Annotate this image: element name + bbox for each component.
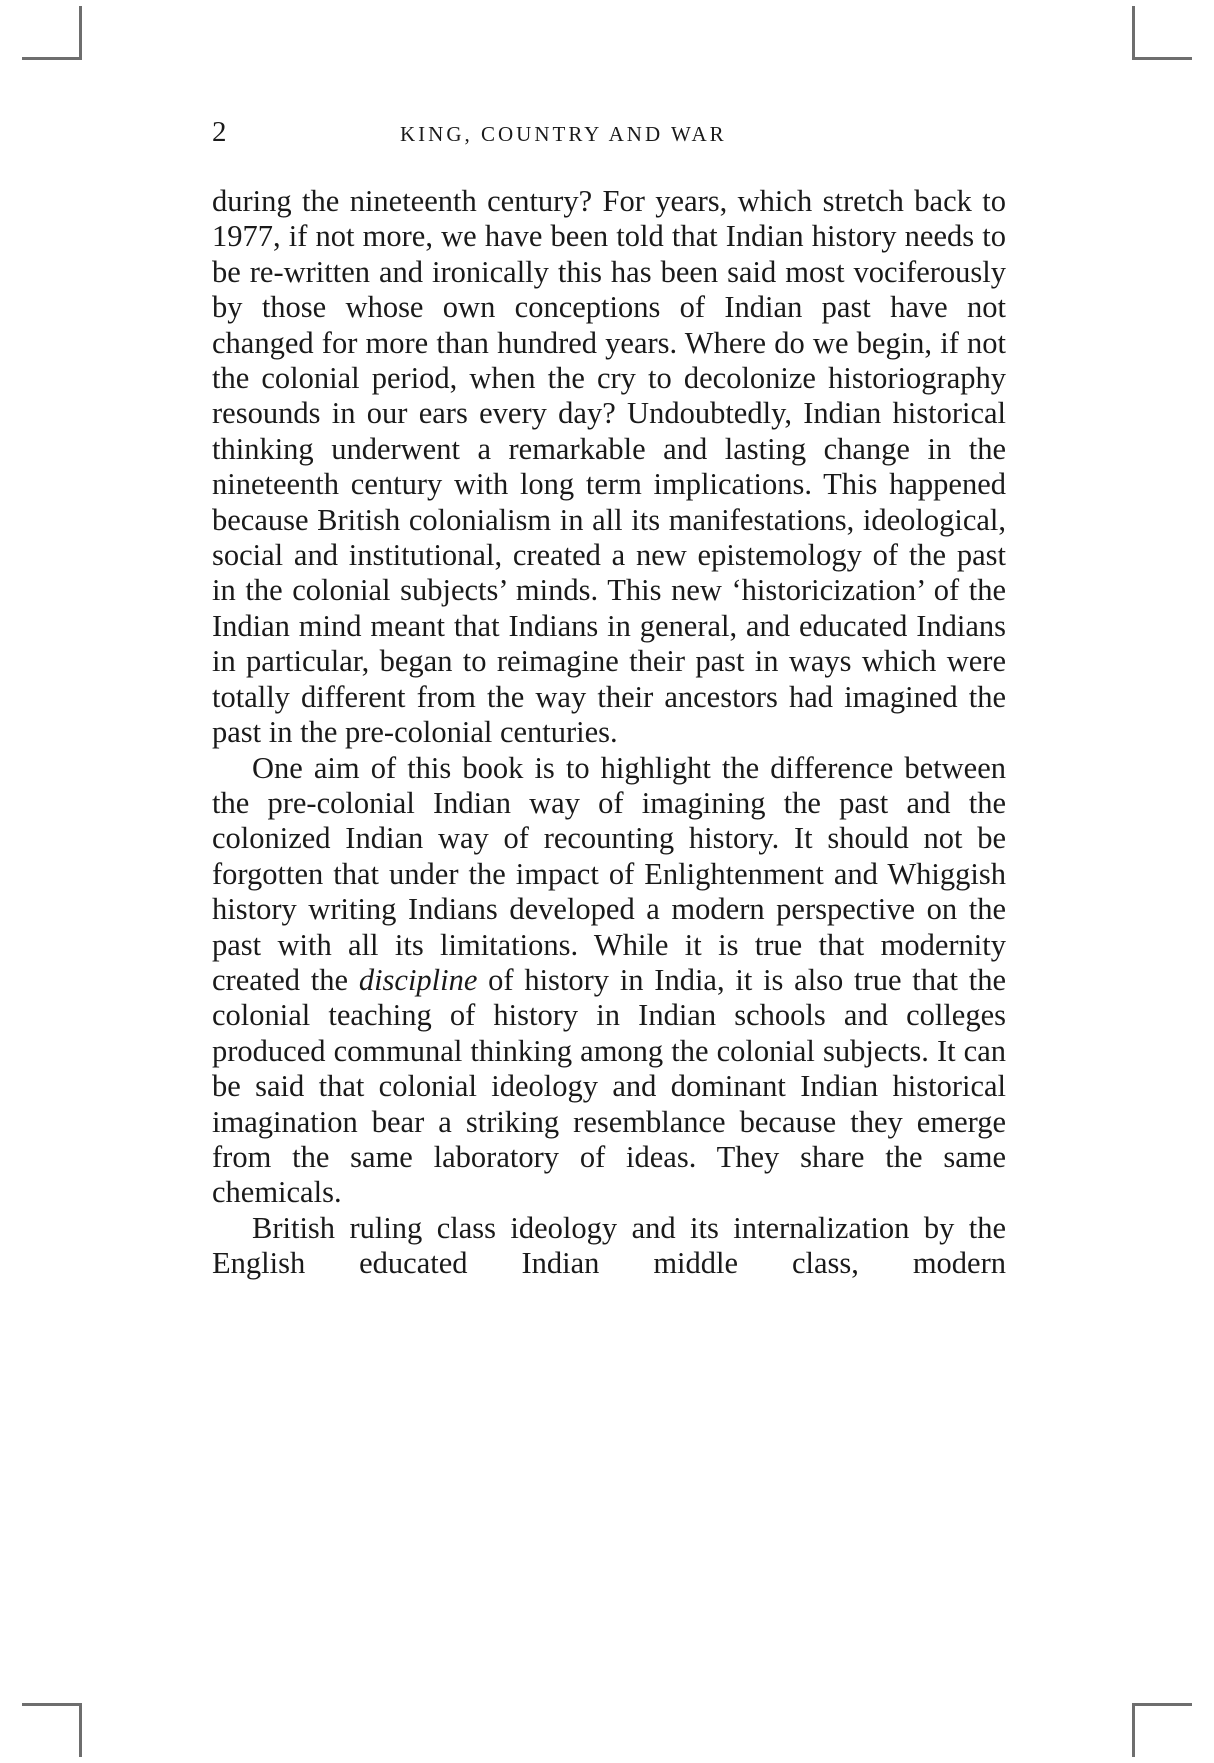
crop-mark-bottom-left [22,1703,82,1763]
paragraph-text-after-italic: of history in India, it is also true that the colonial teaching of history in Indian schools and colleges produced communal thinking among the colonial subjects. It can be said that colonial ideology and dominant Indian historical imagination bear a striking resemblance because they emerge from the same laboratory of ideas. They share the same chemicals. [212,962,1006,1210]
paragraph-one-aim [212,751,1006,1211]
book-page [212,118,1006,1317]
running-head [212,118,1006,164]
emphasis-discipline: discipline [358,962,478,997]
crop-mark-top-left [22,0,82,60]
crop-mark-vertical-rule [79,1703,82,1757]
body-text [212,184,1006,1317]
paragraph-continued: during the nineteenth century? For years, which stretch back to 1977, if not more, we have been told that Indian history needs to be re-written and ironically this has been said most vociferously by those whose own conceptions of Indian past have not changed for more than hundred years. Where do we begin, if not the colonial period, when the cry to decolonize historiography resounds in our ears every day? Undoubtedly, Indian historical thinking underwent a remarkable and lasting change in the nineteenth century with long term implications. This happened because British colonialism in all its manifestations, ideological, social and institutional, created a new epistemology of the past in the colonial subjects’ minds. This new ‘historicization’ of the Indian mind meant that Indians in general, and educated Indians in particular, began to reimagine their past in ways which were totally different from the way their ancestors had imagined the past in the pre-colonial centuries. [212,184,1006,750]
crop-mark-horizontal-rule [22,57,82,60]
page-number: 2 [212,116,227,148]
paragraph-british-ruling: British ruling class ideology and its internalization by the English educated Indian middle class, modern [212,1210,1006,1281]
crop-mark-horizontal-rule [1132,1703,1192,1706]
paragraph-text-before-italic: One aim of this book is to highlight the difference between the pre-colonial Indian way of imagining the past and the colonized Indian way of recounting history. It should not be forgotten that under the impact of Enlightenment and Whiggish history writing Indians developed a modern perspective on the past with all its limitations. While it is true that modernity created the [212,750,1006,997]
crop-mark-vertical-rule [1132,1703,1135,1757]
crop-mark-horizontal-rule [22,1703,82,1706]
crop-mark-bottom-right [1132,1703,1192,1763]
crop-mark-top-right [1132,0,1192,60]
crop-mark-vertical-rule [79,6,82,60]
crop-mark-horizontal-rule [1132,57,1192,60]
crop-mark-vertical-rule [1132,6,1135,60]
running-head-title: KING, COUNTRY AND WAR [400,122,727,146]
